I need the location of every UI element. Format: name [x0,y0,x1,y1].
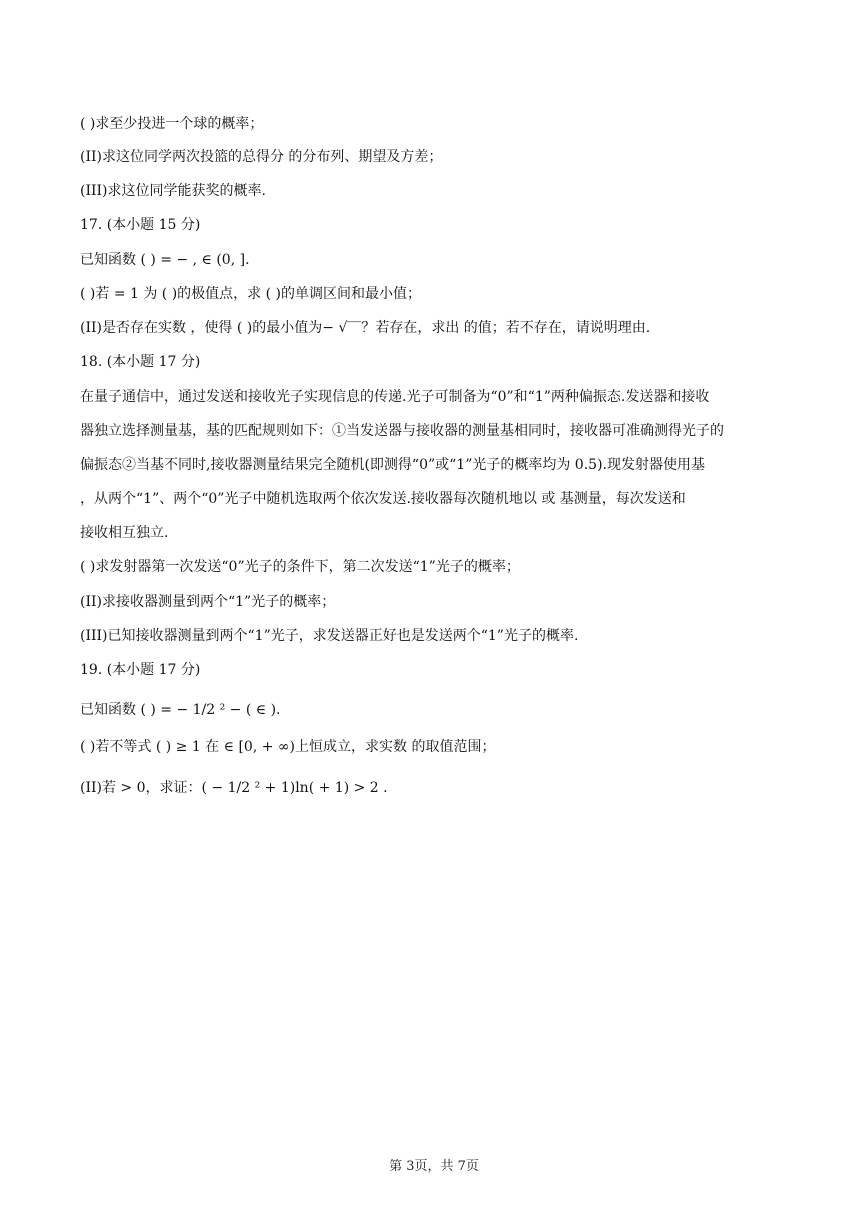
q18-stem-line3: 偏振态②当基不同时,接收器测量结果完全随机(即测得“0”或“1”光子的概率均为 0.5).现发射器使用基 [80,457,705,473]
q17-heading: 17. (本小题 15 分) [80,217,201,233]
q19-part2: (II)若 > 0，求证：( − 1/2 ² + 1)ln( + 1) > 2 . [80,780,388,796]
q18-stem-line1: 在量子通信中，通过发送和接收光子实现信息的传递.光子可制备为“0”和“1”两种偏振态.发送器和接收 [80,389,710,405]
q18-part3: (III)已知接收器测量到两个“1”光子，求发送器正好也是发送两个“1”光子的概率. [80,628,579,644]
q16-part3: (III)求这位同学能获奖的概率. [80,183,266,199]
q19-stem: 已知函数 ( ) = − 1/2 ² − ( ∈ ). [80,702,281,718]
q16-part1: ( )求至少投进一个球的概率； [80,116,264,132]
q18-part1: ( )求发射器第一次发送“0”光子的条件下，第二次发送“1”光子的概率； [80,559,520,575]
q19-part1: ( )若不等式 ( ) ≥ 1 在 ∈ [0, + ∞)上恒成立，求实数 的取值范围； [80,739,496,755]
q18-heading: 18. (本小题 17 分) [80,354,201,370]
page-footer: 第 3页，共 7页 [389,1159,479,1174]
q16-part2: (II)求这位同学两次投篮的总得分 的分布列、期望及方差； [80,149,443,165]
q18-stem-line2: 器独立选择测量基，基的匹配规则如下：①当发送器与接收器的测量基相同时，接收器可准确测得光子的 [80,423,724,439]
q19-heading: 19. (本小题 17 分) [80,662,201,678]
q18-part2: (II)求接收器测量到两个“1”光子的概率； [80,594,336,610]
q17-part2: (II)是否存在实数 ，使得 ( )的最小值为− √‾‾？若存在，求出 的值；若不存在，请说明理由. [80,320,651,336]
q17-part1: ( )若 = 1 为 ( )的极值点，求 ( )的单调区间和最小值； [80,286,422,302]
q18-stem-line4: ，从两个“1”、两个“0”光子中随机选取两个依次发送.接收器每次随机地以 或 基测量，每次发送和 [80,491,686,507]
q17-stem: 已知函数 ( ) = − , ∈ (0, ]. [80,252,250,268]
q18-stem-line5: 接收相互独立. [80,525,169,541]
